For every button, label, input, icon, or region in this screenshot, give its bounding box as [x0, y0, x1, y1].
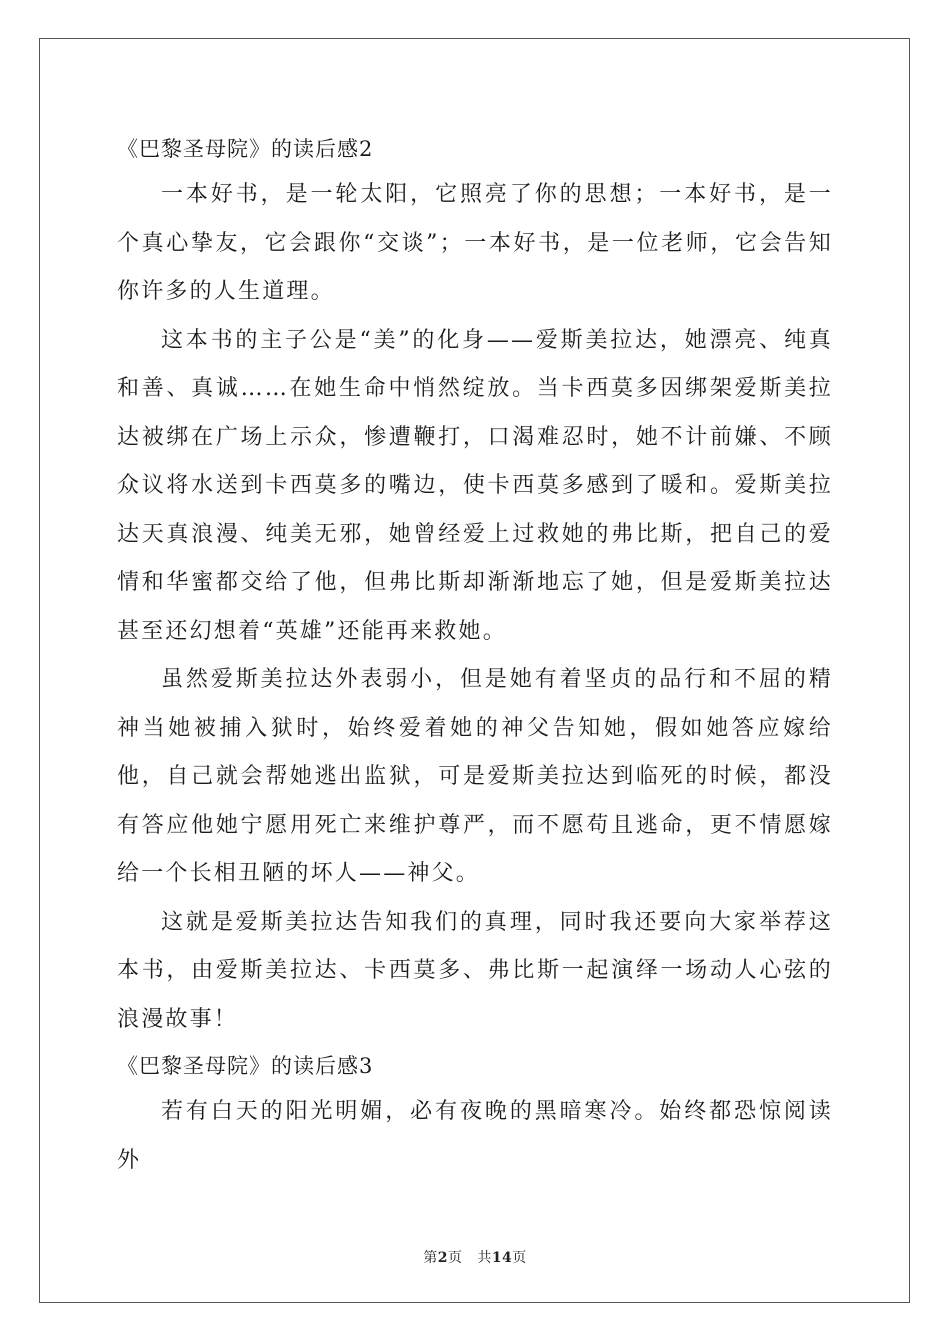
total-pages-number: 14: [491, 1250, 513, 1266]
page-suffix: 页: [447, 1250, 463, 1266]
paragraph: 虽然爱斯美拉达外表弱小，但是她有着坚贞的品行和不屈的精神当她被捕入狱时，始终爱着她的神父告知她，假如她答应嫁给他，自己就会帮她逃出监狱，可是爱斯美拉达到临死的时候，都没有答应他她宁愿用死亡来维护尊严，而不愿苟且逃命，更不情愿嫁给一个长相丑陋的坏人——神父。: [117, 667, 833, 886]
paragraph: 这就是爱斯美拉达告知我们的真理，同时我还要向大家举荐这本书，由爱斯美拉达、卡西莫多、弗比斯一起演绎一场动人心弦的浪漫故事！: [117, 909, 833, 1032]
page-footer: [0, 1247, 950, 1267]
paragraph: 一本好书，是一轮太阳，它照亮了你的思想；一本好书，是一个真心挚友，它会跟你“交谈”；一本好书，是一位老师，它会告知你许多的人生道理。: [117, 182, 833, 304]
section-heading: 《巴黎圣母院》的读后感2: [117, 137, 374, 161]
paragraph: 若有白天的阳光明媚，必有夜晚的黑暗寒冷。始终都恐惊阅读外: [117, 1099, 833, 1173]
total-suffix: 页: [512, 1250, 527, 1266]
page-prefix: 第: [423, 1250, 438, 1266]
document-body: [117, 127, 833, 1185]
section-heading: 《巴黎圣母院》的读后感3: [117, 1054, 374, 1078]
current-page-number: 2: [437, 1250, 448, 1266]
total-prefix: 共: [477, 1250, 492, 1266]
paragraph: 这本书的主子公是“美”的化身——爱斯美拉达，她漂亮、纯真和善、真诚……在她生命中悄然绽放。当卡西莫多因绑架爱斯美拉达被绑在广场上示众，惨遭鞭打，口渴难忍时，她不计前嫌、不顾众议将水送到卡西莫多的嘴边，使卡西莫多感到了暖和。爱斯美拉达天真浪漫、纯美无邪，她曾经爱上过救她的弗比斯，把自己的爱情和华蜜都交给了他，但弗比斯却渐渐地忘了她，但是爱斯美拉达甚至还幻想着“英雄”还能再来救她。: [117, 327, 833, 644]
